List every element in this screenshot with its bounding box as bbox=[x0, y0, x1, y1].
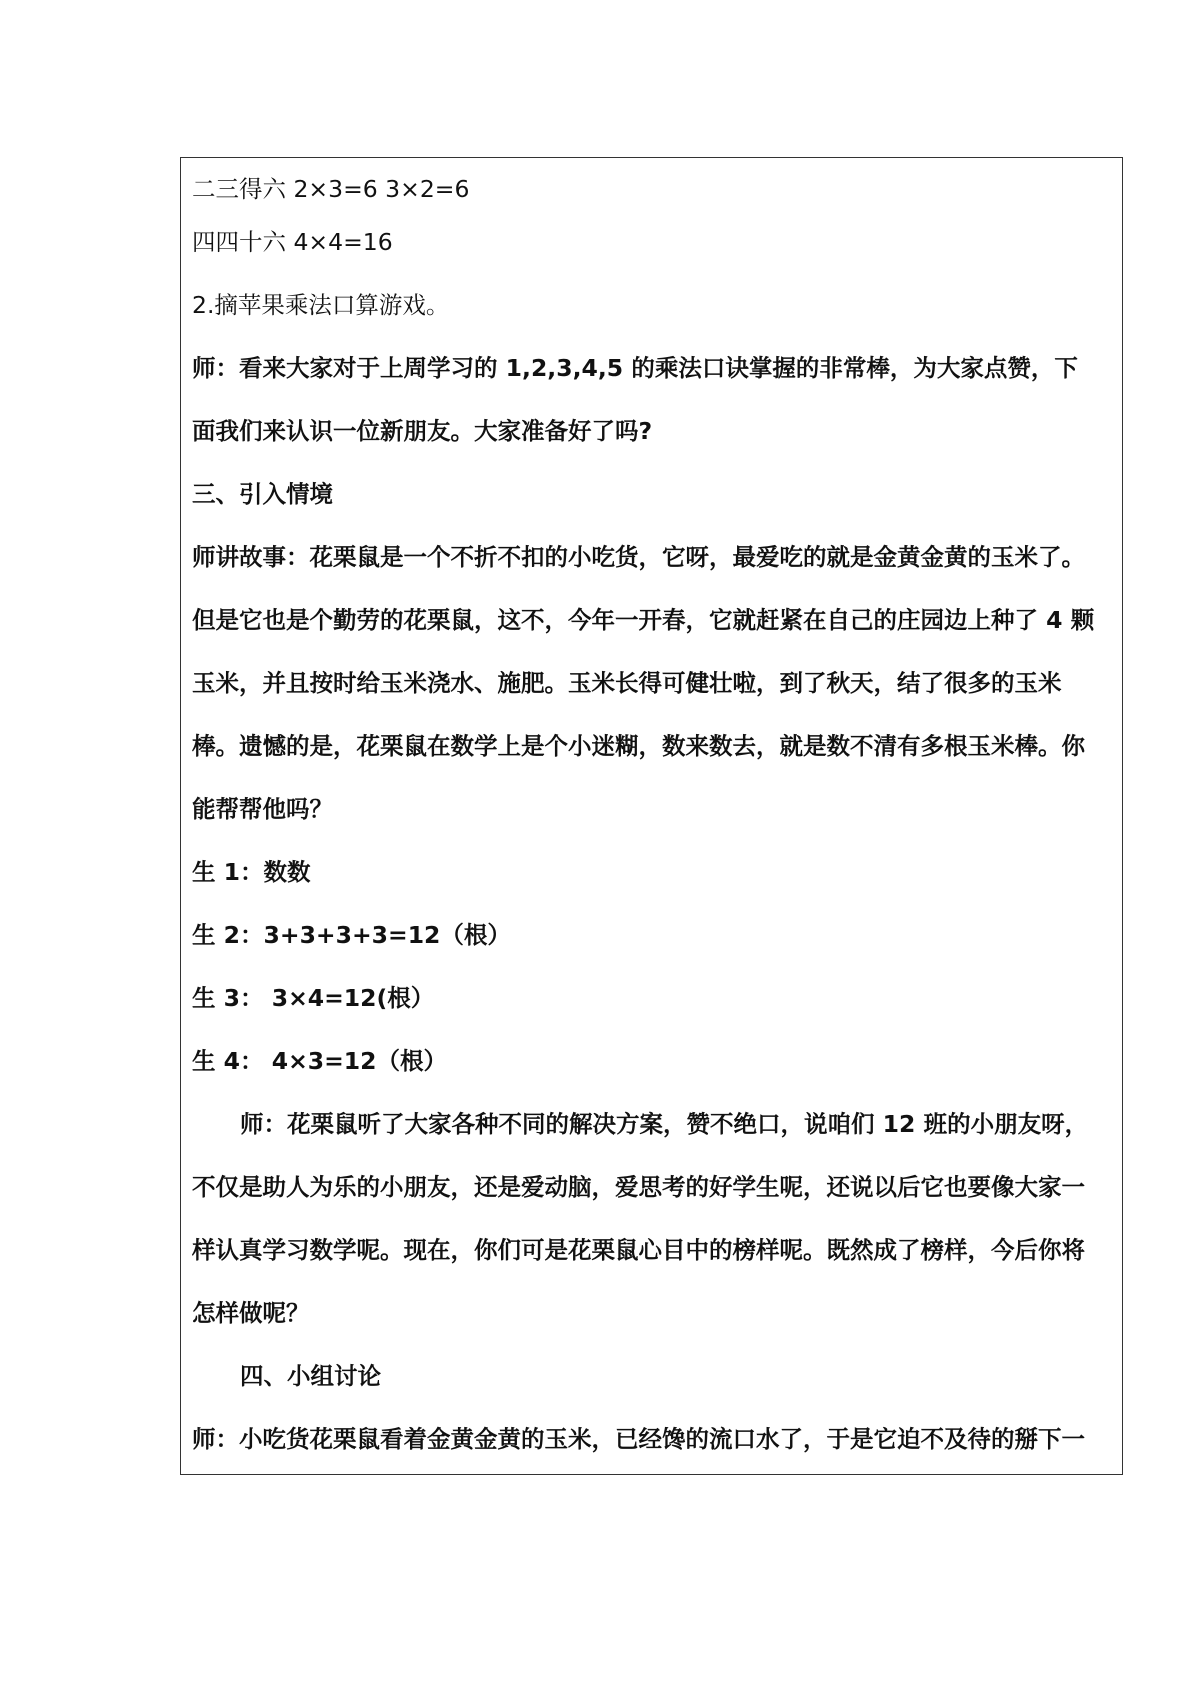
teacher-response-line: 不仅是助人为乐的小朋友，还是爱动脑，爱思考的好学生呢，还说以后它也要像大家一 bbox=[192, 1173, 1085, 1201]
story-paragraph-line: 师讲故事：花栗鼠是一个不折不扣的小吃货，它呀，最爱吃的就是金黄金黄的玉米了。 bbox=[192, 543, 1085, 571]
student-answer-1: 生 1：数数 bbox=[192, 858, 311, 886]
teacher-paragraph-line: 师：看来大家对于上周学习的 1,2,3,4,5 的乘法口诀掌握的非常棒，为大家点赞，下 bbox=[192, 354, 1078, 382]
section-heading-introduce-scenario: 三、引入情境 bbox=[192, 480, 333, 508]
lesson-text-content bbox=[192, 168, 1112, 1471]
multiplication-rhyme-line-2: 四四十六 4×4=16 bbox=[192, 228, 393, 256]
story-paragraph-line: 棒。遗憾的是，花栗鼠在数学上是个小迷糊，数来数去，就是数不清有多根玉米棒。你 bbox=[192, 732, 1085, 760]
student-answer-4: 生 4： 4×3=12（根） bbox=[192, 1047, 448, 1075]
teacher-paragraph-line: 面我们来认识一位新朋友。大家准备好了吗? bbox=[192, 417, 653, 445]
student-answer-3: 生 3： 3×4=12(根） bbox=[192, 984, 435, 1012]
story-paragraph-line: 但是它也是个勤劳的花栗鼠，这不，今年一开春，它就赶紧在自己的庄园边上种了 4 颗 bbox=[192, 606, 1095, 634]
teacher-response-line: 怎样做呢？ bbox=[192, 1299, 310, 1327]
section-heading-group-discussion: 四、小组讨论 bbox=[240, 1362, 381, 1390]
story-paragraph-line: 玉米，并且按时给玉米浇水、施肥。玉米长得可健壮啦，到了秋天，结了很多的玉米 bbox=[192, 669, 1062, 697]
teacher-response-line: 师：花栗鼠听了大家各种不同的解决方案，赞不绝口，说咱们 12 班的小朋友呀， bbox=[240, 1110, 1089, 1138]
story-paragraph-line: 能帮帮他吗？ bbox=[192, 795, 333, 823]
multiplication-rhyme-line-1: 二三得六 2×3=6 3×2=6 bbox=[192, 175, 470, 203]
game-heading: 2.摘苹果乘法口算游戏。 bbox=[192, 291, 450, 319]
teacher-paragraph-line: 师：小吃货花栗鼠看着金黄金黄的玉米，已经馋的流口水了，于是它迫不及待的掰下一 bbox=[192, 1425, 1085, 1453]
teacher-response-line: 样认真学习数学呢。现在，你们可是花栗鼠心目中的榜样呢。既然成了榜样，今后你将 bbox=[192, 1236, 1085, 1264]
lesson-plan-table-cell bbox=[180, 157, 1123, 1475]
student-answer-2: 生 2：3+3+3+3=12（根） bbox=[192, 921, 511, 949]
